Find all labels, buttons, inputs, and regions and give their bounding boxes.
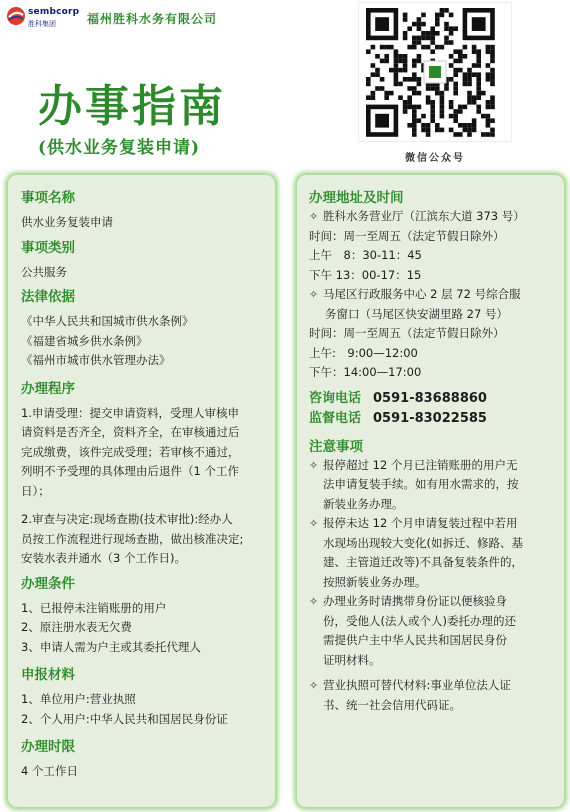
sparkle-bullet-icon: ✧ [309,458,319,472]
note-line: 新装业务办理。 [323,496,404,511]
note-item [309,676,556,715]
condition-item: 1、已报停未注销账册的用户 [21,600,167,615]
note-line: 书、统一社会信用代码证。 [323,697,461,712]
item-category: 公共服务 [21,264,67,279]
note-item [309,456,556,515]
notes-heading: 注意事项 [309,438,363,455]
procedure-line: 员按工作流程进行现场查勘，做出核准决定; [21,531,244,546]
office-hours: 下午 13：00-17：15 [309,267,422,282]
sparkle-bullet-icon: ✧ [309,595,319,608]
condition-item: 3、申请人需为户主或其委托代理人 [21,639,201,654]
address-heading: 办理地址及时间 [309,190,404,206]
procedure-line: 完成缴费，该件完成受理；若审核不通过， [21,444,240,459]
qr-caption: 微信公众号 [405,153,465,164]
qr-code-icon [358,2,512,142]
sparkle-bullet-icon: ✧ [309,679,319,692]
legal-basis-item: 《福建省城乡供水条例》 [21,333,148,348]
time-limit: 4 个工作日 [21,764,78,778]
sembcorp-logo-icon [6,6,26,26]
procedure-line: 2.审查与决定:现场查勘(技术审批):经办人 [21,512,233,526]
office-item [309,285,556,305]
procedure-line: 列明不予受理的具体理由后退件（1 个工作 [21,464,239,478]
procedure-step [21,404,265,502]
legal-basis-heading: 法律依据 [21,289,75,305]
note-line: 法申请复装手续。如有用水需求的，按 [323,477,519,491]
sparkle-bullet-icon: ✧ [309,288,319,301]
note-line: 营业执照可替代材料:事业单位法人证 [323,678,511,692]
item-name-heading: 事项名称 [21,190,75,206]
supervision-phone-label: 监督电话 [309,410,362,426]
condition-item: 2、原注册水表无欠费 [21,620,132,634]
note-item [309,592,556,670]
note-line: 办理业务时请携带身份证以便核验身 [323,594,507,608]
conditions-heading: 办理条件 [21,575,75,592]
office-name-cont: 务窗口（马尾区快安湖里路 27 号） [325,306,508,321]
note-line: 水现场出现较大变化(如拆迁、修路、基 [323,535,523,550]
procedure-step [21,510,265,569]
wechat-qr-code [358,2,512,142]
service-info-panel [8,175,275,807]
office-name: 胜科水务营业厅（江滨东大道 373 号） [323,209,525,223]
note-item [309,514,556,592]
procedure-line: 1.申请受理：提交申请资料，受理人审核申 [21,405,239,420]
office-item [309,207,556,227]
time-limit-heading: 办理时限 [21,739,75,755]
page-subtitle: (供水业务复装申请) [38,138,201,158]
sembcorp-logo [6,4,80,34]
address-notes-panel [297,175,564,807]
consult-phone-number: 0591-83688860 [373,390,487,406]
sparkle-bullet-icon: ✧ [309,517,319,530]
note-line: 按照新装业务办理。 [323,574,427,589]
item-name: 供水业务复装申请 [21,215,113,229]
logo-text-cn: 胜科集团 [28,20,56,28]
legal-basis-item: 《福州市城市供水管理办法》 [21,353,171,367]
company-name: 福州胜科水务有限公司 [87,12,218,26]
materials-heading: 申报材料 [21,667,75,683]
page-title: 办事指南 [38,81,226,132]
supervision-phone [309,409,556,429]
office-name: 马尾区行政服务中心 2 层 72 号综合服 [323,287,521,301]
material-item: 1、单位用户:营业执照 [21,692,136,706]
procedure-line: 日）； [21,483,50,498]
office-hours: 下午：14:00—17:00 [309,365,422,379]
office-hours: 时间：周一至周五（法定节假日除外） [309,326,505,340]
note-line: 建、主管道迁改等)不具备复装条件的， [323,555,523,569]
note-line: 份，受他人(法人或个人)委托办理的还 [323,613,516,628]
consult-phone [309,389,556,409]
procedure-line: 安装水表并通水（3 个工作日)。 [21,551,186,565]
procedure-line: 请资料是否齐全，资料齐全，在审核通过后 [21,425,240,439]
office-hours: 时间：周一至周五（法定节假日除外） [309,228,505,243]
logo-text-en: sembcorp [28,7,80,17]
office-hours: 上午: 9:00—12:00 [309,345,418,360]
note-line: 需提供户主中华人民共和国居民身份 [323,633,507,647]
consult-phone-label: 咨询电话 [309,390,362,406]
note-line: 证明材料。 [323,652,381,667]
sparkle-bullet-icon: ✧ [309,210,319,223]
legal-basis-item: 《中华人民共和国城市供水条例》 [21,314,194,328]
office-hours: 上午 8：30-11：45 [309,248,422,262]
note-line: 报停未达 12 个月申请复装过程中若用 [323,516,518,530]
supervision-phone-number: 0591-83022585 [373,410,487,426]
material-item: 2、个人用户:中华人民共和国居民身份证 [21,711,228,726]
item-category-heading: 事项类别 [21,239,75,256]
note-line: 报停超过 12 个月已注销账册的用户无 [323,457,518,472]
procedure-heading: 办理程序 [21,380,75,397]
